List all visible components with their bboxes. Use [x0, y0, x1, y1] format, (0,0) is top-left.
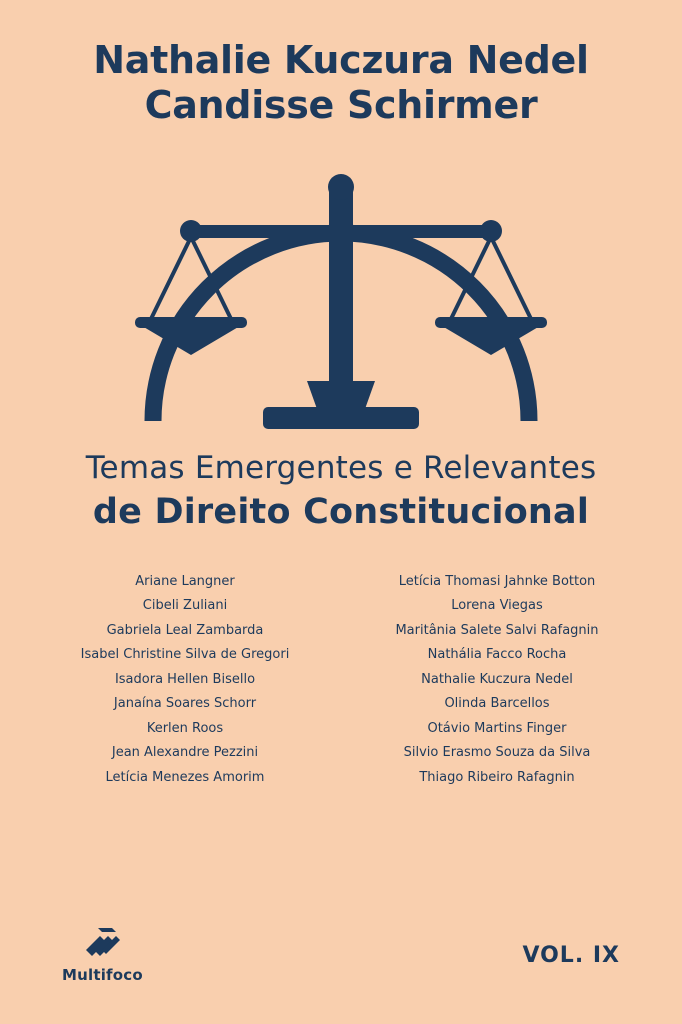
- list-item: Otávio Martins Finger: [427, 720, 567, 736]
- title-line-2: de Direito Constitucional: [92, 491, 590, 532]
- scales-of-justice-icon: [131, 141, 551, 431]
- list-item: Isadora Hellen Bisello: [114, 671, 256, 687]
- publisher-name: Multifoco: [62, 966, 143, 984]
- publisher-logo: [62, 922, 143, 984]
- title-line-1: Temas Emergentes e Relevantes: [85, 449, 597, 486]
- list-item: Ariane Langner: [135, 573, 235, 589]
- list-item: Jean Alexandre Pezzini: [111, 745, 259, 761]
- list-item: Silvio Erasmo Souza da Silva: [403, 745, 591, 761]
- list-item: Letícia Menezes Amorim: [105, 769, 265, 785]
- list-item: Maritânia Salete Salvi Rafagnin: [395, 622, 599, 638]
- multifoco-layers-logo-icon: [82, 922, 122, 962]
- list-item: Nathália Facco Rocha: [427, 647, 567, 663]
- list-item: Lorena Viegas: [451, 598, 543, 614]
- list-item: Janaína Soares Schorr: [113, 696, 257, 712]
- list-item: Cibeli Zuliani: [142, 598, 228, 614]
- author-name-secondary: Candisse Schirmer: [144, 82, 538, 127]
- list-item: Thiago Ribeiro Rafagnin: [419, 769, 575, 785]
- author-name-primary: Nathalie Kuczura Nedel: [93, 38, 589, 82]
- list-item: Olinda Barcellos: [444, 696, 550, 712]
- list-item: Nathalie Kuczura Nedel: [421, 671, 573, 687]
- list-item: Isabel Christine Silva de Gregori: [80, 647, 290, 663]
- volume-label: VOL. IX: [522, 943, 620, 968]
- contributors-column-right: [362, 572, 632, 788]
- cover-footer: [0, 910, 682, 990]
- list-item: Letícia Thomasi Jahnke Botton: [398, 573, 596, 589]
- list-item: Kerlen Roos: [146, 720, 224, 736]
- authors-heading: [0, 0, 682, 128]
- contributors-list: [41, 572, 641, 788]
- list-item: Gabriela Leal Zambarda: [106, 622, 264, 638]
- book-title: [0, 450, 682, 532]
- contributors-column-left: [50, 572, 320, 788]
- scales-of-justice-emblem: [0, 136, 682, 436]
